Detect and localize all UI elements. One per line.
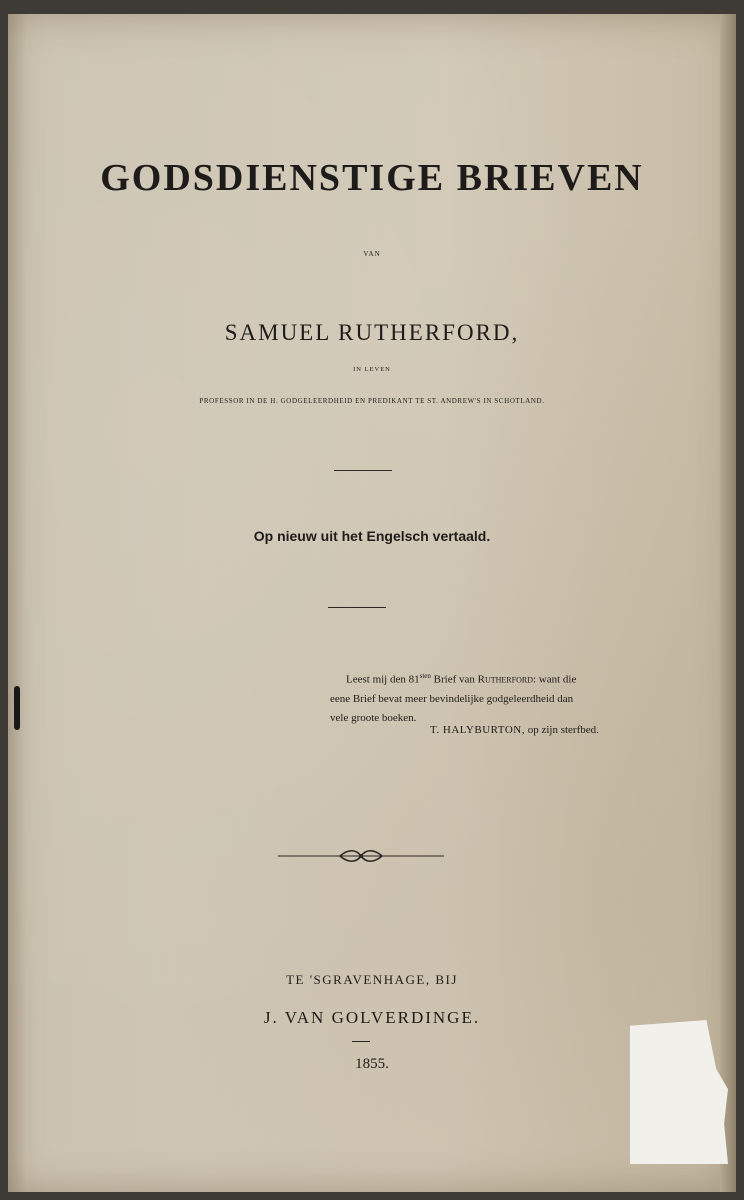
binding-mark	[14, 686, 20, 730]
author-in-leven: IN LEVEN	[353, 366, 391, 373]
library-label	[630, 1020, 728, 1164]
divider-rule	[328, 607, 386, 608]
ornament-divider	[278, 848, 444, 864]
epigraph-attribution	[430, 724, 599, 736]
divider-rule	[334, 470, 392, 471]
author-credentials: PROFESSOR IN DE H. GODGELEERDHEID EN PREDIKANT TE ST. ANDREW'S IN SCHOTLAND.	[199, 397, 545, 405]
by-word: VAN	[363, 250, 381, 258]
book-title: GODSDIENSTIGE BRIEVEN	[100, 157, 644, 199]
imprint-year: 1855.	[355, 1056, 389, 1072]
epigraph-name: Rutherford	[477, 673, 533, 686]
title-page	[8, 14, 736, 1192]
imprint-publisher: J. VAN GOLVERDINGE.	[263, 1008, 481, 1027]
epigraph-text: : want die	[532, 673, 577, 686]
epigraph-line: eene Brief bevat meer bevindelijke godgeleerdheid dan	[330, 692, 574, 705]
divider-rule	[352, 1041, 370, 1042]
subtitle: Op nieuw uit het Engelsch vertaald.	[253, 528, 491, 544]
attribution-text: op zijn sterfbed.	[524, 724, 599, 736]
epigraph	[330, 667, 652, 728]
epigraph-line	[330, 667, 652, 690]
epigraph-text: Leest mij den 81	[346, 673, 420, 686]
epigraph-line: vele groote boeken.	[330, 711, 417, 724]
attribution-name: T. HALYBURTON,	[430, 724, 525, 736]
ordinal-suffix: sten	[419, 672, 431, 680]
imprint-place: TE 'SGRAVENHAGE, BIJ	[286, 972, 458, 987]
epigraph-text: Brief van	[430, 673, 478, 686]
author-name: SAMUEL RUTHERFORD,	[224, 320, 520, 345]
